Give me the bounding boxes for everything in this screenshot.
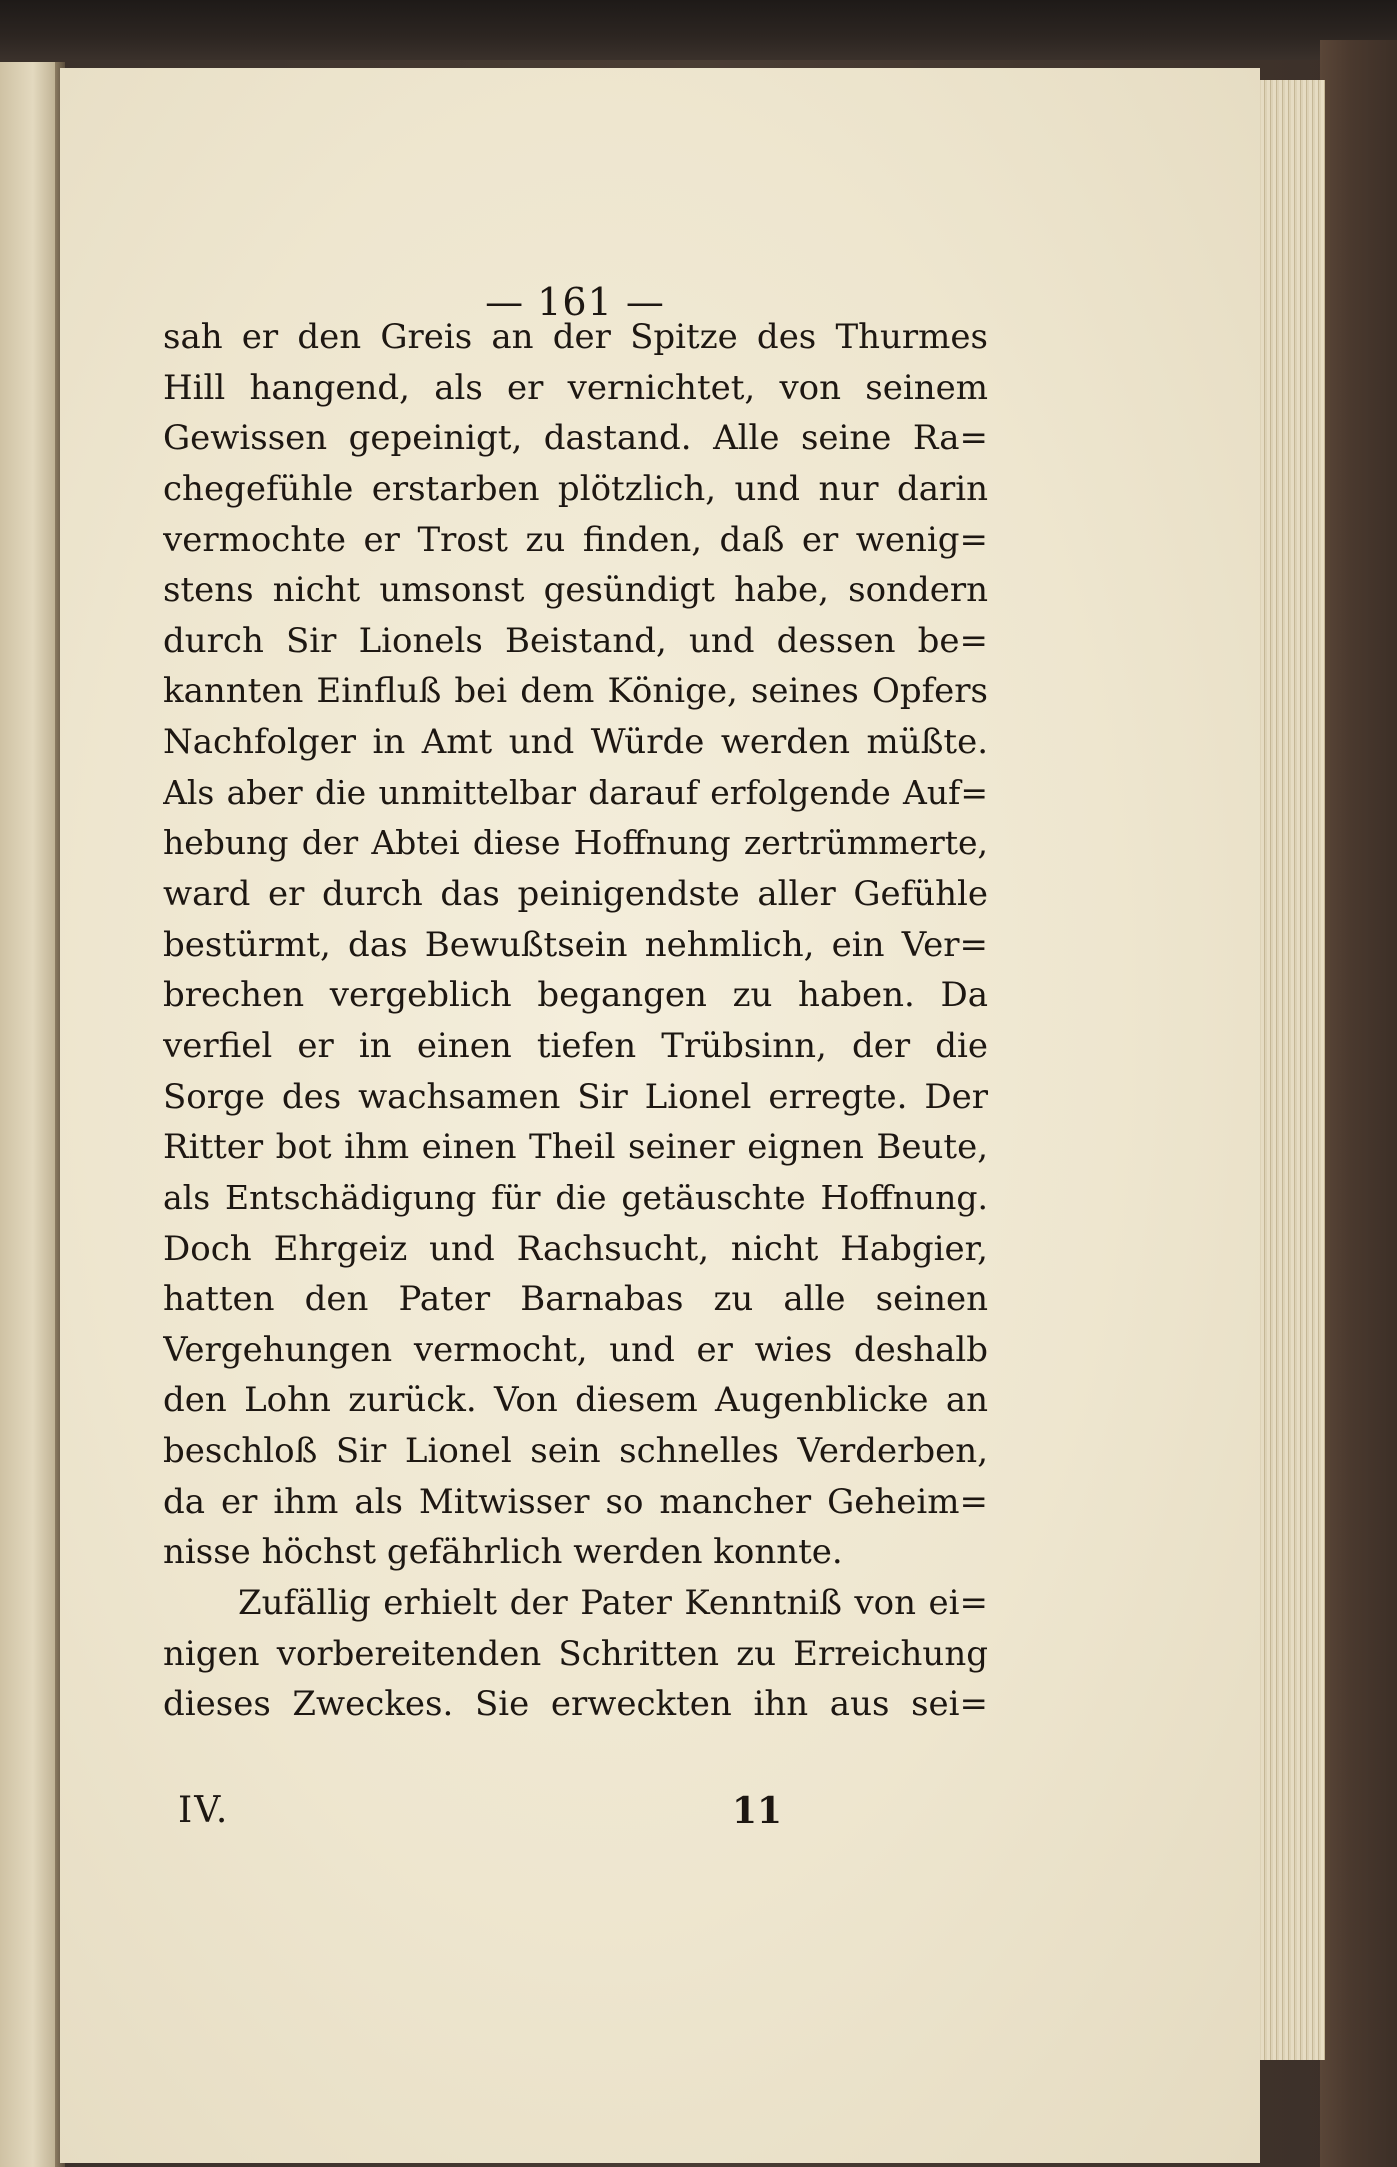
text-line: hebung der Abtei diese Hoffnung zertrümmerte, xyxy=(163,823,988,863)
text-line: Zufällig erhielt der Pater Kenntniß von ei= xyxy=(238,1583,988,1624)
text-line: sah er den Greis an der Spitze des Thurmes xyxy=(163,317,988,357)
text-line: nigen vorbereitenden Schritten zu Erreichung xyxy=(163,1633,988,1674)
text-line: als Entschädigung für die getäuschte Hoffnung. xyxy=(163,1177,988,1217)
left-page-edge xyxy=(0,62,60,2167)
text-line: ward er durch das peinigendste aller Gefühle xyxy=(163,874,988,915)
text-line: stens nicht umsonst gesündigt habe, sondern xyxy=(163,570,988,611)
text-line: da er ihm als Mitwisser so mancher Geheim= xyxy=(163,1481,988,1522)
text-line: Sorge des wachsamen Sir Lionel erregte. Der xyxy=(163,1076,988,1117)
text-line: dieses Zweckes. Sie erweckten ihn aus sei= xyxy=(163,1684,988,1725)
text-line: nisse höchst gefährlich werden konnte. xyxy=(163,1532,843,1573)
text-line: Als aber die unmittelbar darauf erfolgende Auf= xyxy=(163,772,988,812)
page-footer xyxy=(0,1790,1397,1850)
text-line: Nachfolger in Amt und Würde werden müßte. xyxy=(163,722,988,763)
text-line: durch Sir Lionels Beistand, und dessen be= xyxy=(163,620,988,661)
page-edges xyxy=(1255,80,1325,2060)
page-number-header: — 161 — xyxy=(485,280,665,324)
volume-signature: IV. xyxy=(178,1790,230,1831)
top-edge xyxy=(0,0,1397,60)
text-line: chegefühle erstarben plötzlich, und nur darin xyxy=(163,468,988,509)
text-line: brechen vergeblich begangen zu haben. Da xyxy=(163,975,988,1016)
text-line: hatten den Pater Barnabas zu alle seinen xyxy=(163,1279,988,1320)
text-line: Hill hangend, als er vernichtet, von seinem xyxy=(163,367,988,408)
body-text xyxy=(163,312,988,1730)
text-line: bestürmt, das Bewußtsein nehmlich, ein Ver= xyxy=(163,924,988,965)
text-line: beschloß Sir Lionel sein schnelles Verderben, xyxy=(163,1431,988,1472)
text-line: Vergehungen vermocht, und er wies deshalb xyxy=(163,1329,988,1370)
text-line: Ritter bot ihm einen Theil seiner eignen Beute, xyxy=(163,1127,988,1168)
text-line: Doch Ehrgeiz und Rachsucht, nicht Habgier, xyxy=(163,1228,988,1269)
text-line: Gewissen gepeinigt, dastand. Alle seine Ra= xyxy=(163,418,988,459)
text-line: verfiel er in einen tiefen Trübsinn, der die xyxy=(163,1025,988,1066)
text-line: den Lohn zurück. Von diesem Augenblicke an xyxy=(163,1380,988,1421)
text-line: vermochte er Trost zu finden, daß er wenig= xyxy=(163,519,988,560)
text-line: kannten Einfluß bei dem Könige, seines Opfers xyxy=(163,671,988,712)
gathering-mark: 11 xyxy=(732,1790,783,1832)
